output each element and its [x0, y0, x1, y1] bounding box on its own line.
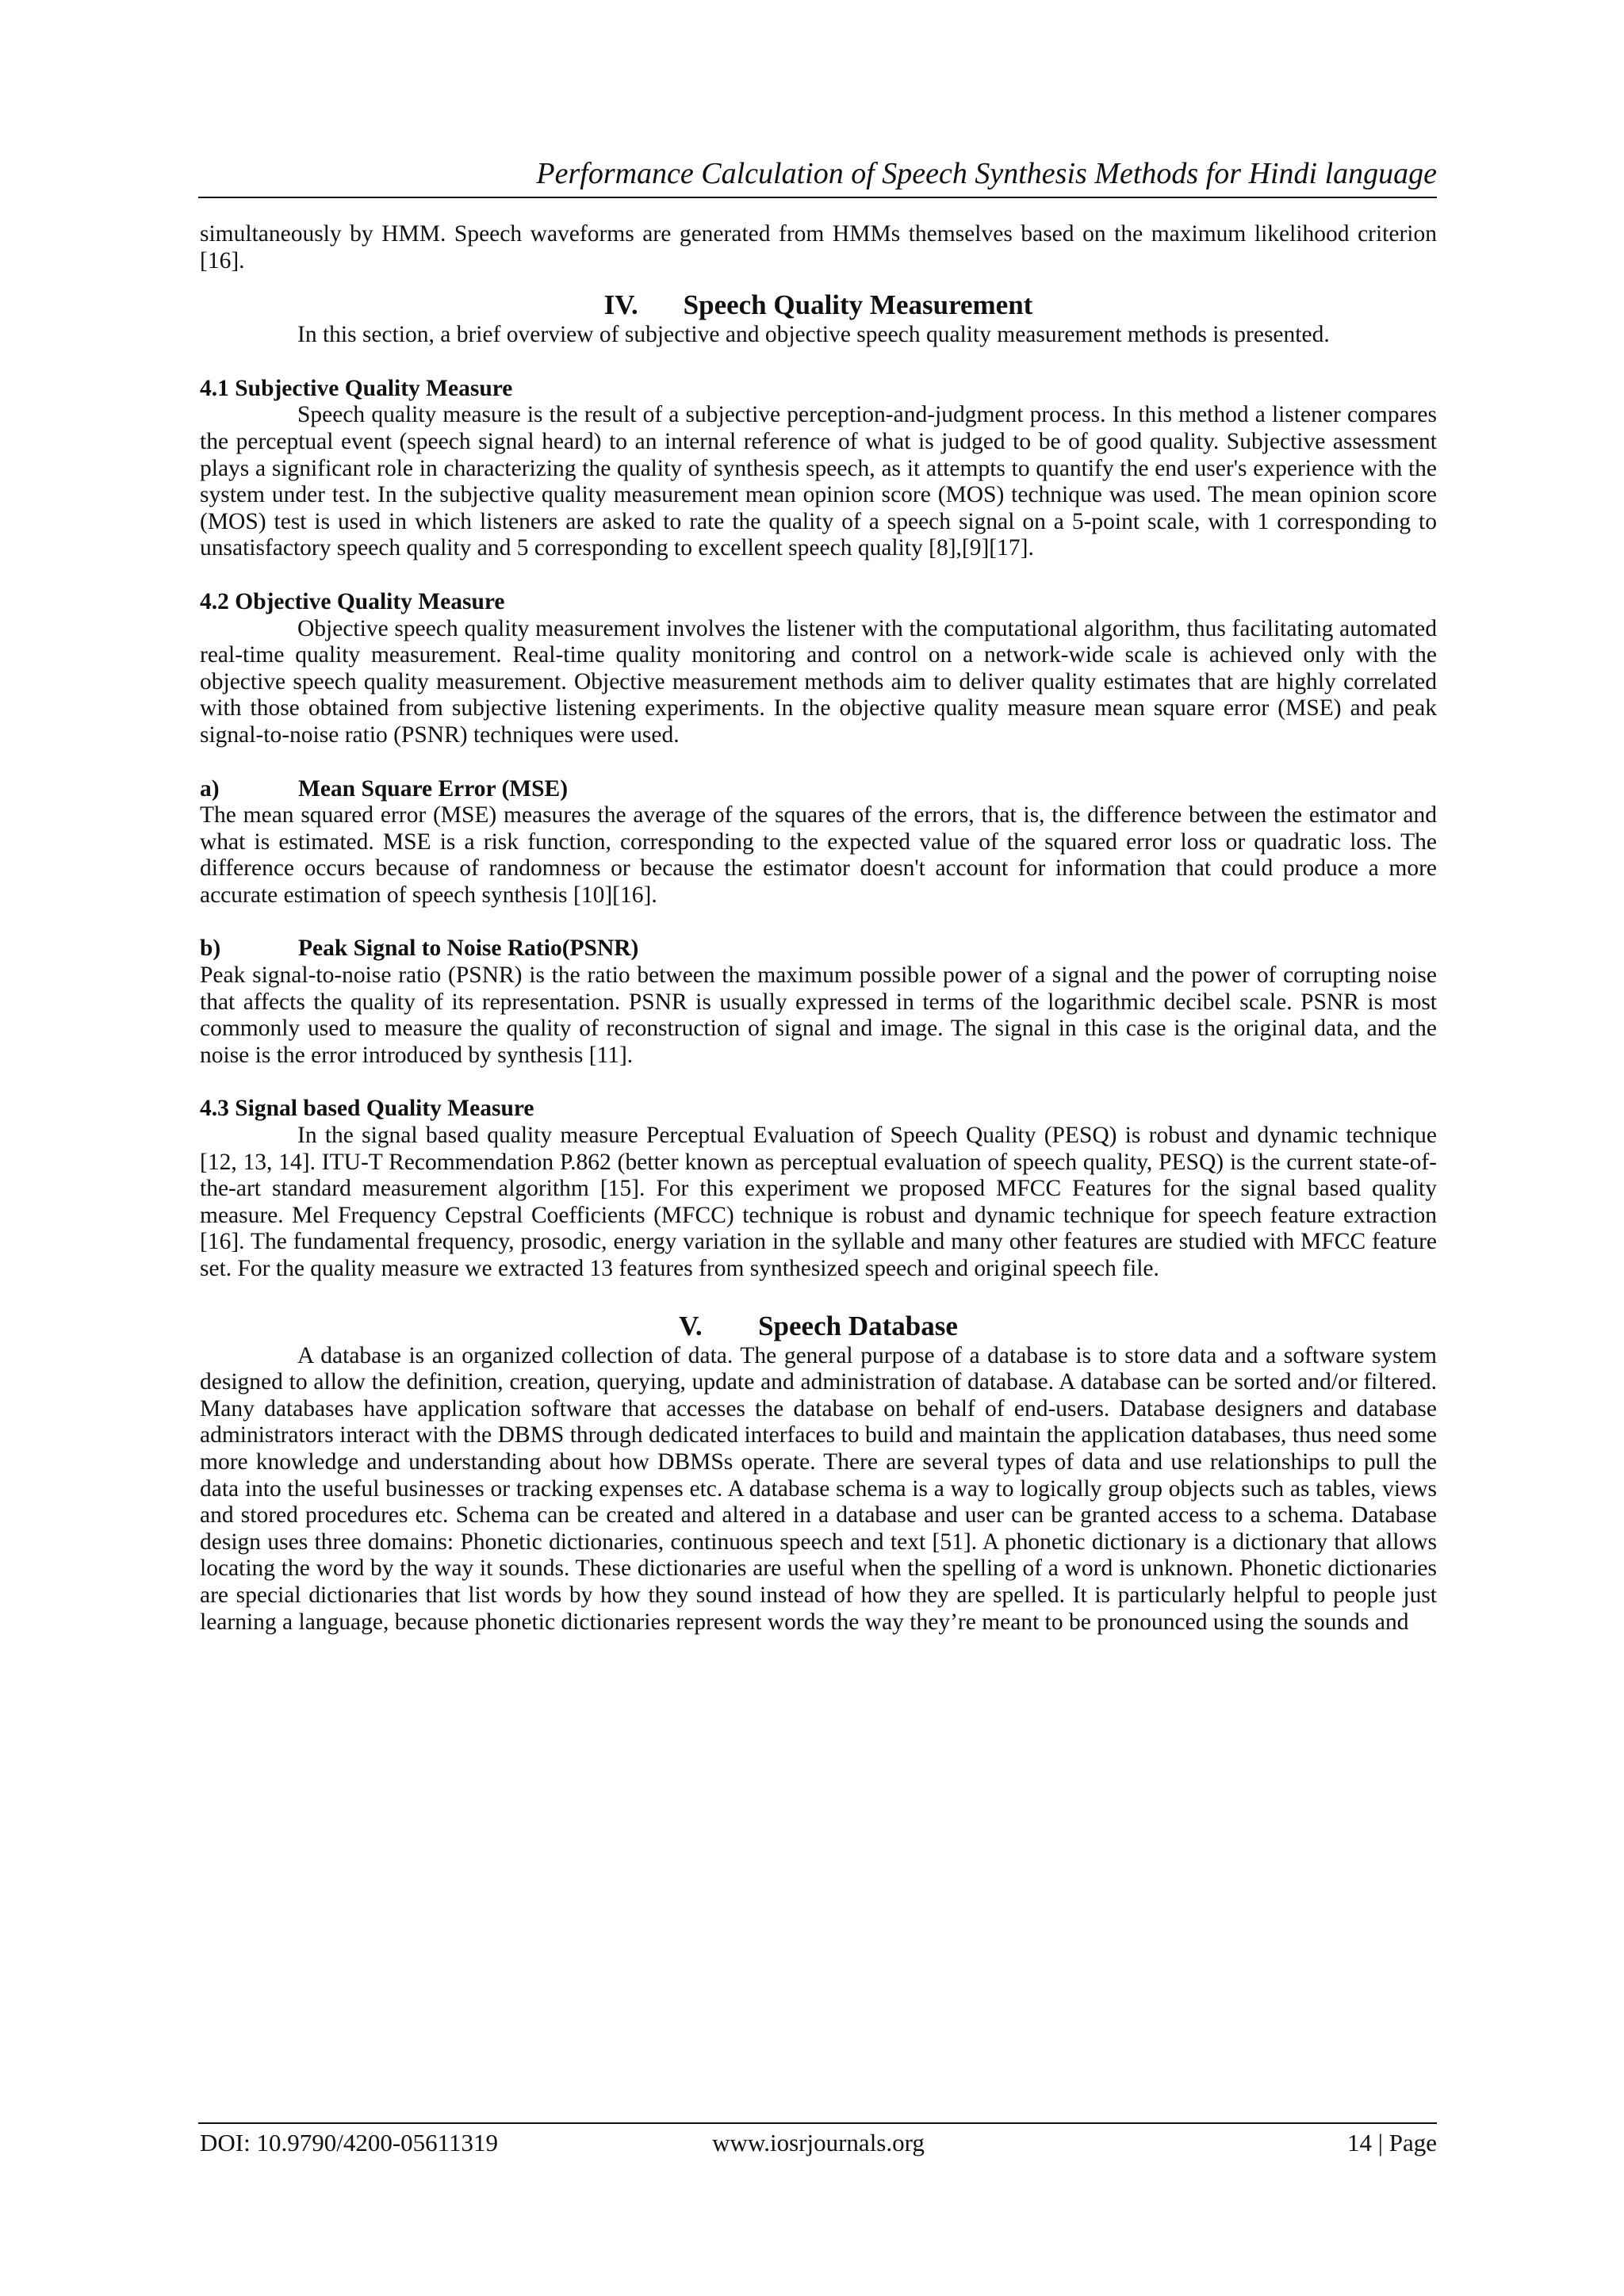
subsection-heading-4-3: 4.3 Signal based Quality Measure: [200, 1096, 534, 1122]
spacer: [200, 1069, 1437, 1096]
item-letter: b): [200, 936, 221, 962]
spacer: [200, 749, 1437, 776]
section-number: V.: [679, 1310, 703, 1341]
subsection-paragraph-4-1: Speech quality measure is the result of a subjective perception-and-judgment process. In this method a listener compares the perceptual event (speech signal heard) to an internal reference of what is judged to be of good quality. Subjective assessment plays a significant role in characterizing the quality of synthesis speech, as it attempts to quantify the end user's experience with the system under test. In the subjective quality measurement mean opinion score (MOS) technique was used. The mean opinion score (MOS) test is used in which listeners are asked to rate the quality of a speech signal on a 5-point scale, with 1 corresponding to unsatisfactory speech quality and 5 corresponding to excellent speech quality [8],[9][17].: [200, 402, 1437, 561]
spacer: [200, 349, 1437, 376]
item-title: Peak Signal to Noise Ratio(PSNR): [298, 936, 639, 962]
subsection-heading-4-2: 4.2 Objective Quality Measure: [200, 588, 505, 614]
item-letter: a): [200, 775, 220, 802]
subsection-paragraph-4-3: In the signal based quality measure Perceptual Evaluation of Speech Quality (PESQ) is robust and dynamic technique [12, 13, 14]. ITU-T Recommendation P.862 (better known as perceptual evaluation of speech quality, PESQ) is the current state-of-the-art standard measurement algorithm [15]. For this experiment we proposed MFCC Features for the signal based quality measure. Mel Frequency Cepstral Coefficients (MFCC) technique is robust and dynamic technique for speech feature extraction [16]. The fundamental frequency, prosodic, energy variation in the syllable and many other features are studied with MFCC feature set. For the quality measure we extracted 13 features from synthesized speech and original speech file.: [200, 1123, 1437, 1281]
item-heading-a: [200, 776, 1437, 803]
section-title: Speech Quality Measurement: [683, 289, 1033, 321]
section-paragraph-v: A database is an organized collection of data. The general purpose of a database is to store data and a software system designed to allow the definition, creation, querying, update and administration of database. A database can be sorted and/or filtered. Many databases have application software that accesses the database on behalf of end-users. Database designers and database administrators interact with the DBMS through dedicated interfaces to build and maintain the application databases, thus need some more knowledge and understanding about how DBMSs operate. There are several types of data and use relationships to pull the data into the useful businesses or tracking expenses etc. A database schema is a way to logically group objects such as tables, views and stored procedures etc. Schema can be created and altered in a database and user can be granted access to a schema. Database design uses three domains: Phonetic dictionaries, continuous speech and text [51]. A phonetic dictionary is a dictionary that allows locating the word by the way it sounds. These dictionaries are useful when the spelling of a word is unknown. Phonetic dictionaries are special dictionaries that list words by how they sound instead of how they are spelled. It is particularly helpful to people just learning a language, because phonetic dictionaries represent words the way they’re meant to be pronounced using the sounds and: [200, 1342, 1437, 1635]
doi-text: DOI: 10.9790/4200-05611319: [200, 2129, 498, 2156]
subsection-heading-4-1: 4.1 Subjective Quality Measure: [200, 375, 513, 401]
section-title: Speech Database: [758, 1310, 958, 1341]
item-paragraph-a: The mean squared error (MSE) measures the average of the squares of the errors, that is, the difference between the estimator and what is estimated. MSE is a risk function, corresponding to the expected value of the squared error loss or quadratic loss. The difference occurs because of randomness or because the estimator doesn't account for information that could produce a more accurate estimation of speech synthesis [10][16].: [200, 802, 1437, 908]
spacer: [200, 562, 1437, 589]
footer-rule: [198, 2122, 1437, 2124]
subsection-paragraph-4-2: Objective speech quality measurement involves the listener with the computational algorithm, thus facilitating automated real-time quality measurement. Real-time quality monitoring and control on a network-wide scale is achieved only with the objective speech quality measurement. Objective measurement methods aim to deliver quality estimates that are highly correlated with those obtained from subjective listening experiments. In the objective quality measure mean square error (MSE) and peak signal-to-noise ratio (PSNR) techniques were used.: [200, 615, 1437, 748]
item-heading-b: [200, 936, 1437, 962]
header-rule: [198, 197, 1437, 198]
page-number: 14 | Page: [1347, 2129, 1437, 2156]
running-header: Performance Calculation of Speech Synthesis Methods for Hindi language: [536, 157, 1437, 190]
section-number: IV.: [603, 289, 638, 321]
spacer: [200, 1283, 1437, 1310]
section-heading-iv: [200, 289, 1437, 322]
section-intro-paragraph: In this section, a brief overview of subjective and objective speech quality measurement methods is presented.: [297, 322, 1330, 348]
item-title: Mean Square Error (MSE): [298, 775, 569, 802]
journal-website-link[interactable]: www.iosrjournals.org: [712, 2129, 925, 2156]
spacer: [200, 274, 1437, 289]
footer: [200, 2128, 1437, 2158]
body-text: [200, 221, 1437, 1636]
item-paragraph-b: Peak signal-to-noise ratio (PSNR) is the ratio between the maximum possible power of a signal and the power of corrupting noise that affects the quality of its representation. PSNR is usually expressed in terms of the logarithmic decibel scale. PSNR is most commonly used to measure the quality of reconstruction of signal and image. The signal in this case is the original data, and the noise is the error introduced by synthesis [11].: [200, 962, 1437, 1068]
intro-paragraph: simultaneously by HMM. Speech waveforms are generated from HMMs themselves based on the maximum likelihood criterion [16].: [200, 221, 1437, 274]
section-heading-v: [200, 1310, 1437, 1343]
spacer: [200, 909, 1437, 936]
